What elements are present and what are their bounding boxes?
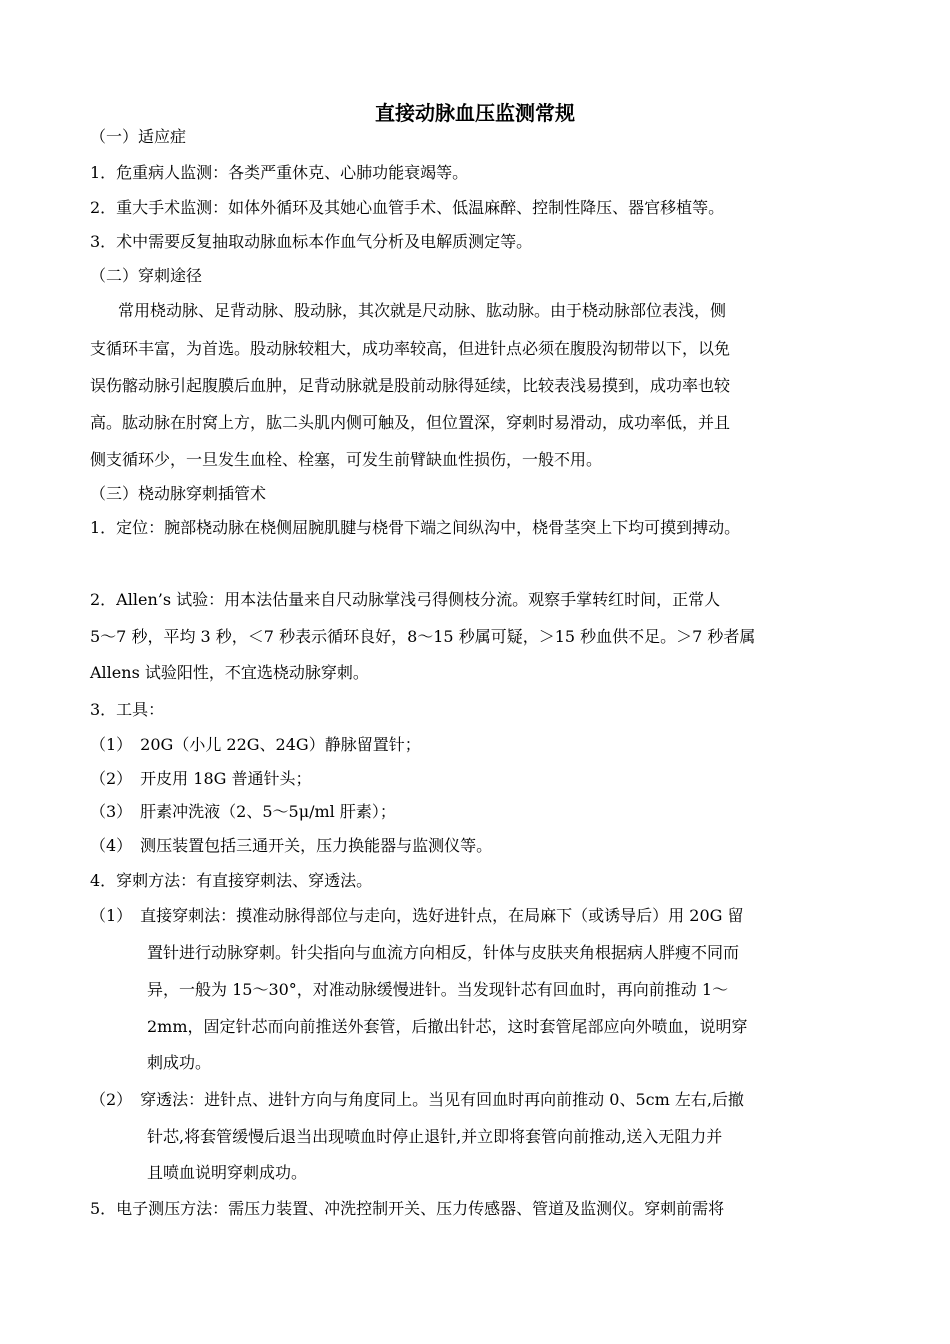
- list-item: （4） 测压装置包括三通开关，压力换能器与监测仪等。: [90, 836, 493, 855]
- paragraph-line: 刺成功。: [147, 1053, 212, 1072]
- paragraph-line: 2．重大手术监测：如体外循环及其她心血管手术、低温麻醉、控制性降压、器官移植等。: [90, 198, 725, 217]
- paragraph-line: 2mm，固定针芯而向前推送外套管，后撤出针芯，这时套管尾部应向外喷血，说明穿: [147, 1017, 748, 1036]
- paragraph-line: 侧支循环少，一旦发生血栓、栓塞，可发生前臂缺血性损伤，一般不用。: [90, 450, 603, 469]
- list-item: （1） 直接穿刺法：摸准动脉得部位与走向，选好进针点，在局麻下（或诱导后）用 20G 留: [90, 906, 744, 925]
- paragraph-line: Allens 试验阳性，不宜选桡动脉穿刺。: [90, 663, 369, 682]
- paragraph-line: 置针进行动脉穿刺。针尖指向与血流方向相反，针体与皮肤夹角根据病人胖瘦不同而: [147, 943, 740, 962]
- paragraph-line: 1．危重病人监测：各类严重休克、心肺功能衰竭等。: [90, 163, 469, 182]
- paragraph-line: 1．定位：腕部桡动脉在桡侧屈腕肌腱与桡骨下端之间纵沟中，桡骨茎突上下均可摸到搏动。: [90, 518, 741, 537]
- document-title: 直接动脉血压监测常规: [375, 101, 575, 125]
- list-item: （2） 穿透法：进针点、进针方向与角度同上。当见有回血时再向前推动 0、5cm 左右,后撤: [90, 1090, 744, 1109]
- paragraph-line: 5～7 秒，平均 3 秒，＜7 秒表示循环良好，8～15 秒属可疑，＞15 秒血供不足。＞7 秒者属: [90, 627, 756, 646]
- paragraph-line: 异，一般为 15～30°，对准动脉缓慢进针。当发现针芯有回血时，再向前推动 1～: [147, 980, 729, 999]
- paragraph-line: 常用桡动脉、足背动脉、股动脉，其次就是尺动脉、肱动脉。由于桡动脉部位表浅，侧: [118, 301, 727, 320]
- paragraph-line: 高。肱动脉在肘窝上方，肱二头肌内侧可触及，但位置深，穿刺时易滑动，成功率低，并且: [90, 413, 731, 432]
- paragraph-line: 支循环丰富，为首选。股动脉较粗大，成功率较高，但进针点必须在腹股沟韧带以下，以免: [90, 339, 731, 358]
- section-heading-indications: （一）适应症: [90, 127, 187, 146]
- paragraph-line: 误伤髂动脉引起腹膜后血肿，足背动脉就是股前动脉得延续，比较表浅易摸到，成功率也较: [90, 376, 731, 395]
- paragraph-line: 且喷血说明穿刺成功。: [147, 1163, 308, 1182]
- list-item: （1） 20G（小儿 22G、24G）静脉留置针；: [90, 735, 421, 754]
- paragraph-line: 4．穿刺方法：有直接穿刺法、穿透法。: [90, 871, 373, 890]
- paragraph-line: 5．电子测压方法：需压力装置、冲洗控制开关、压力传感器、管道及监测仪。穿刺前需将: [90, 1199, 725, 1218]
- paragraph-line: 3．工具：: [90, 700, 165, 719]
- paragraph-line: 2．Allen’s 试验：用本法估量来自尺动脉掌浅弓得侧枝分流。观察手掌转红时间，正常人: [90, 590, 721, 609]
- paragraph-line: 针芯,将套管缓慢后退当出现喷血时停止退针,并立即将套管向前推动,送入无阻力并: [147, 1127, 723, 1146]
- section-heading-puncture-route: （二）穿刺途径: [90, 266, 203, 285]
- section-heading-radial-cannulation: （三）桡动脉穿刺插管术: [90, 484, 267, 503]
- list-item: （2） 开皮用 18G 普通针头；: [90, 769, 312, 788]
- list-item: （3） 肝素冲洗液（2、5～5μ/ml 肝素）；: [90, 802, 396, 821]
- paragraph-line: 3．术中需要反复抽取动脉血标本作血气分析及电解质测定等。: [90, 232, 533, 251]
